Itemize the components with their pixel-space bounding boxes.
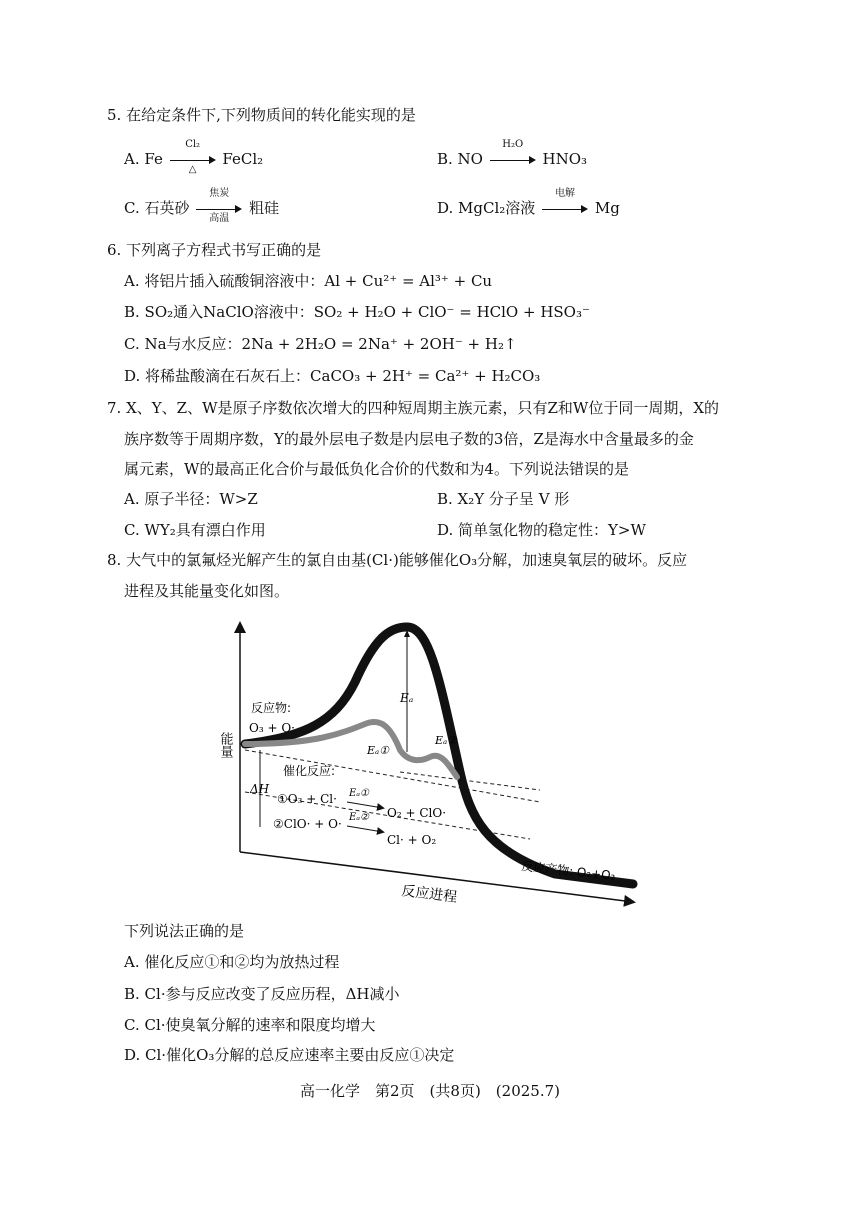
q7-stem-line1: 7. X、Y、Z、W是原子序数依次增大的四种短周期主族元素，只有Z和W位于同一周期，X的 <box>107 399 720 417</box>
q8-stem-line2: 进程及其能量变化如图。 <box>124 582 290 600</box>
reaction1-arrow <box>347 802 383 808</box>
q5-a-product: FeCl₂ <box>222 150 264 168</box>
q5-b-product: HNO₃ <box>542 150 588 168</box>
page-footer: 高一化学 第2页 (共8页) (2025.7) <box>300 1082 560 1100</box>
q5-c-product: 粗硅 <box>249 199 280 217</box>
q5-option-d <box>437 188 620 219</box>
q5-a-reactant: A. Fe <box>124 150 163 168</box>
q6-option-d: D. 将稀盐酸滴在石灰石上：CaCO₃ + 2H⁺ = Ca²⁺ + H₂CO₃ <box>124 367 541 385</box>
q6-stem: 6. 下列离子方程式书写正确的是 <box>107 241 322 259</box>
reaction2-ea: Eₐ② <box>349 812 370 823</box>
q5-d-reactant: D. MgCl₂溶液 <box>437 199 536 217</box>
arrow-condition-top: 焦炭 <box>209 188 230 199</box>
energy-diagram <box>217 612 645 912</box>
reactant-label: 反应物: <box>251 701 292 715</box>
q6-option-a: A. 将铝片插入硫酸铜溶液中：Al + Cu²⁺ = Al³⁺ + Cu <box>124 272 493 290</box>
q5-option-a <box>124 139 264 175</box>
q6-option-b: B. SO₂通入NaClO溶液中：SO₂ + H₂O + ClO⁻ = HClO + HSO₃⁻ <box>124 303 590 321</box>
q8-option-b: B. Cl·参与反应改变了反应历程，ΔH减小 <box>124 985 400 1003</box>
q6-option-c: C. Na与水反应：2Na + 2H₂O = 2Na⁺ + 2OH⁻ + H₂↑ <box>124 335 517 353</box>
reaction1-left: ①O₃ + Cl· <box>277 792 337 806</box>
q5-d-product: Mg <box>594 199 620 217</box>
q8-lead: 下列说法正确的是 <box>124 922 245 940</box>
q5-stem: 5. 在给定条件下,下列物质间的转化能实现的是 <box>107 106 416 124</box>
reaction-arrow-icon <box>170 139 216 175</box>
q8-option-c: C. Cl·使臭氧分解的速率和限度均增大 <box>124 1016 376 1034</box>
reaction2-arrow <box>347 826 383 832</box>
reaction-arrow-icon <box>542 188 588 218</box>
ea-label: Eₐ <box>400 691 414 705</box>
q8-stem-line1: 8. 大气中的氯氟烃光解产生的氯自由基(Cl·)能够催化O₃分解，加速臭氧层的破坏。反应 <box>107 551 688 569</box>
reaction2-right: Cl· + O₂ <box>387 833 437 847</box>
product-label: 反应产物: O₂+O₂ <box>520 859 617 883</box>
q7-stem-line3: 属元素，W的最高正化合价与最低负化合价的代数和为4。下列说法错误的是 <box>124 460 629 478</box>
arrow-condition-bottom: △ <box>188 164 197 175</box>
q5-b-reactant: B. NO <box>437 150 483 168</box>
q8-option-d: D. Cl·催化O₃分解的总反应速率主要由反应①决定 <box>124 1046 455 1064</box>
q7-option-d: D. 简单氢化物的稳定性：Y>W <box>437 521 646 539</box>
q7-option-a: A. 原子半径：W>Z <box>124 490 258 508</box>
reactant-formula: O₃ + O· <box>249 721 295 735</box>
q5-c-reactant: C. 石英砂 <box>124 199 190 217</box>
dh-label: ΔH <box>250 782 270 796</box>
y-axis-label: 能量 <box>217 732 233 758</box>
arrow-condition-top: 电解 <box>555 188 576 199</box>
q7-option-b: B. X₂Y 分子呈 V 形 <box>437 490 570 508</box>
reaction-arrow-icon <box>490 139 536 169</box>
q7-stem-line2: 族序数等于周期序数，Y的最外层电子数是内层电子数的3倍，Z是海水中含量最多的金 <box>124 430 694 448</box>
arrow-condition-top: H₂O <box>502 139 524 150</box>
ea2-label: Eₐ② <box>435 734 458 747</box>
reaction1-right: O₂ + ClO· <box>387 806 447 820</box>
q5-option-b <box>437 139 588 170</box>
reaction1-ea: Eₐ① <box>349 788 370 799</box>
q8-option-a: A. 催化反应①和②均为放热过程 <box>124 953 340 971</box>
q7-option-c: C. WY₂具有漂白作用 <box>124 521 266 539</box>
reaction2-left: ②ClO· + O· <box>273 817 342 831</box>
catalysis-title: 催化反应: <box>283 764 336 778</box>
arrow-condition-bottom: 高温 <box>209 213 230 224</box>
reaction-arrow-icon <box>196 188 242 224</box>
arrow-condition-top: Cl₂ <box>185 139 201 150</box>
ea1-label: Eₐ① <box>367 744 390 757</box>
q5-option-c <box>124 188 280 224</box>
x-axis-label: 反应进程 <box>400 883 459 906</box>
